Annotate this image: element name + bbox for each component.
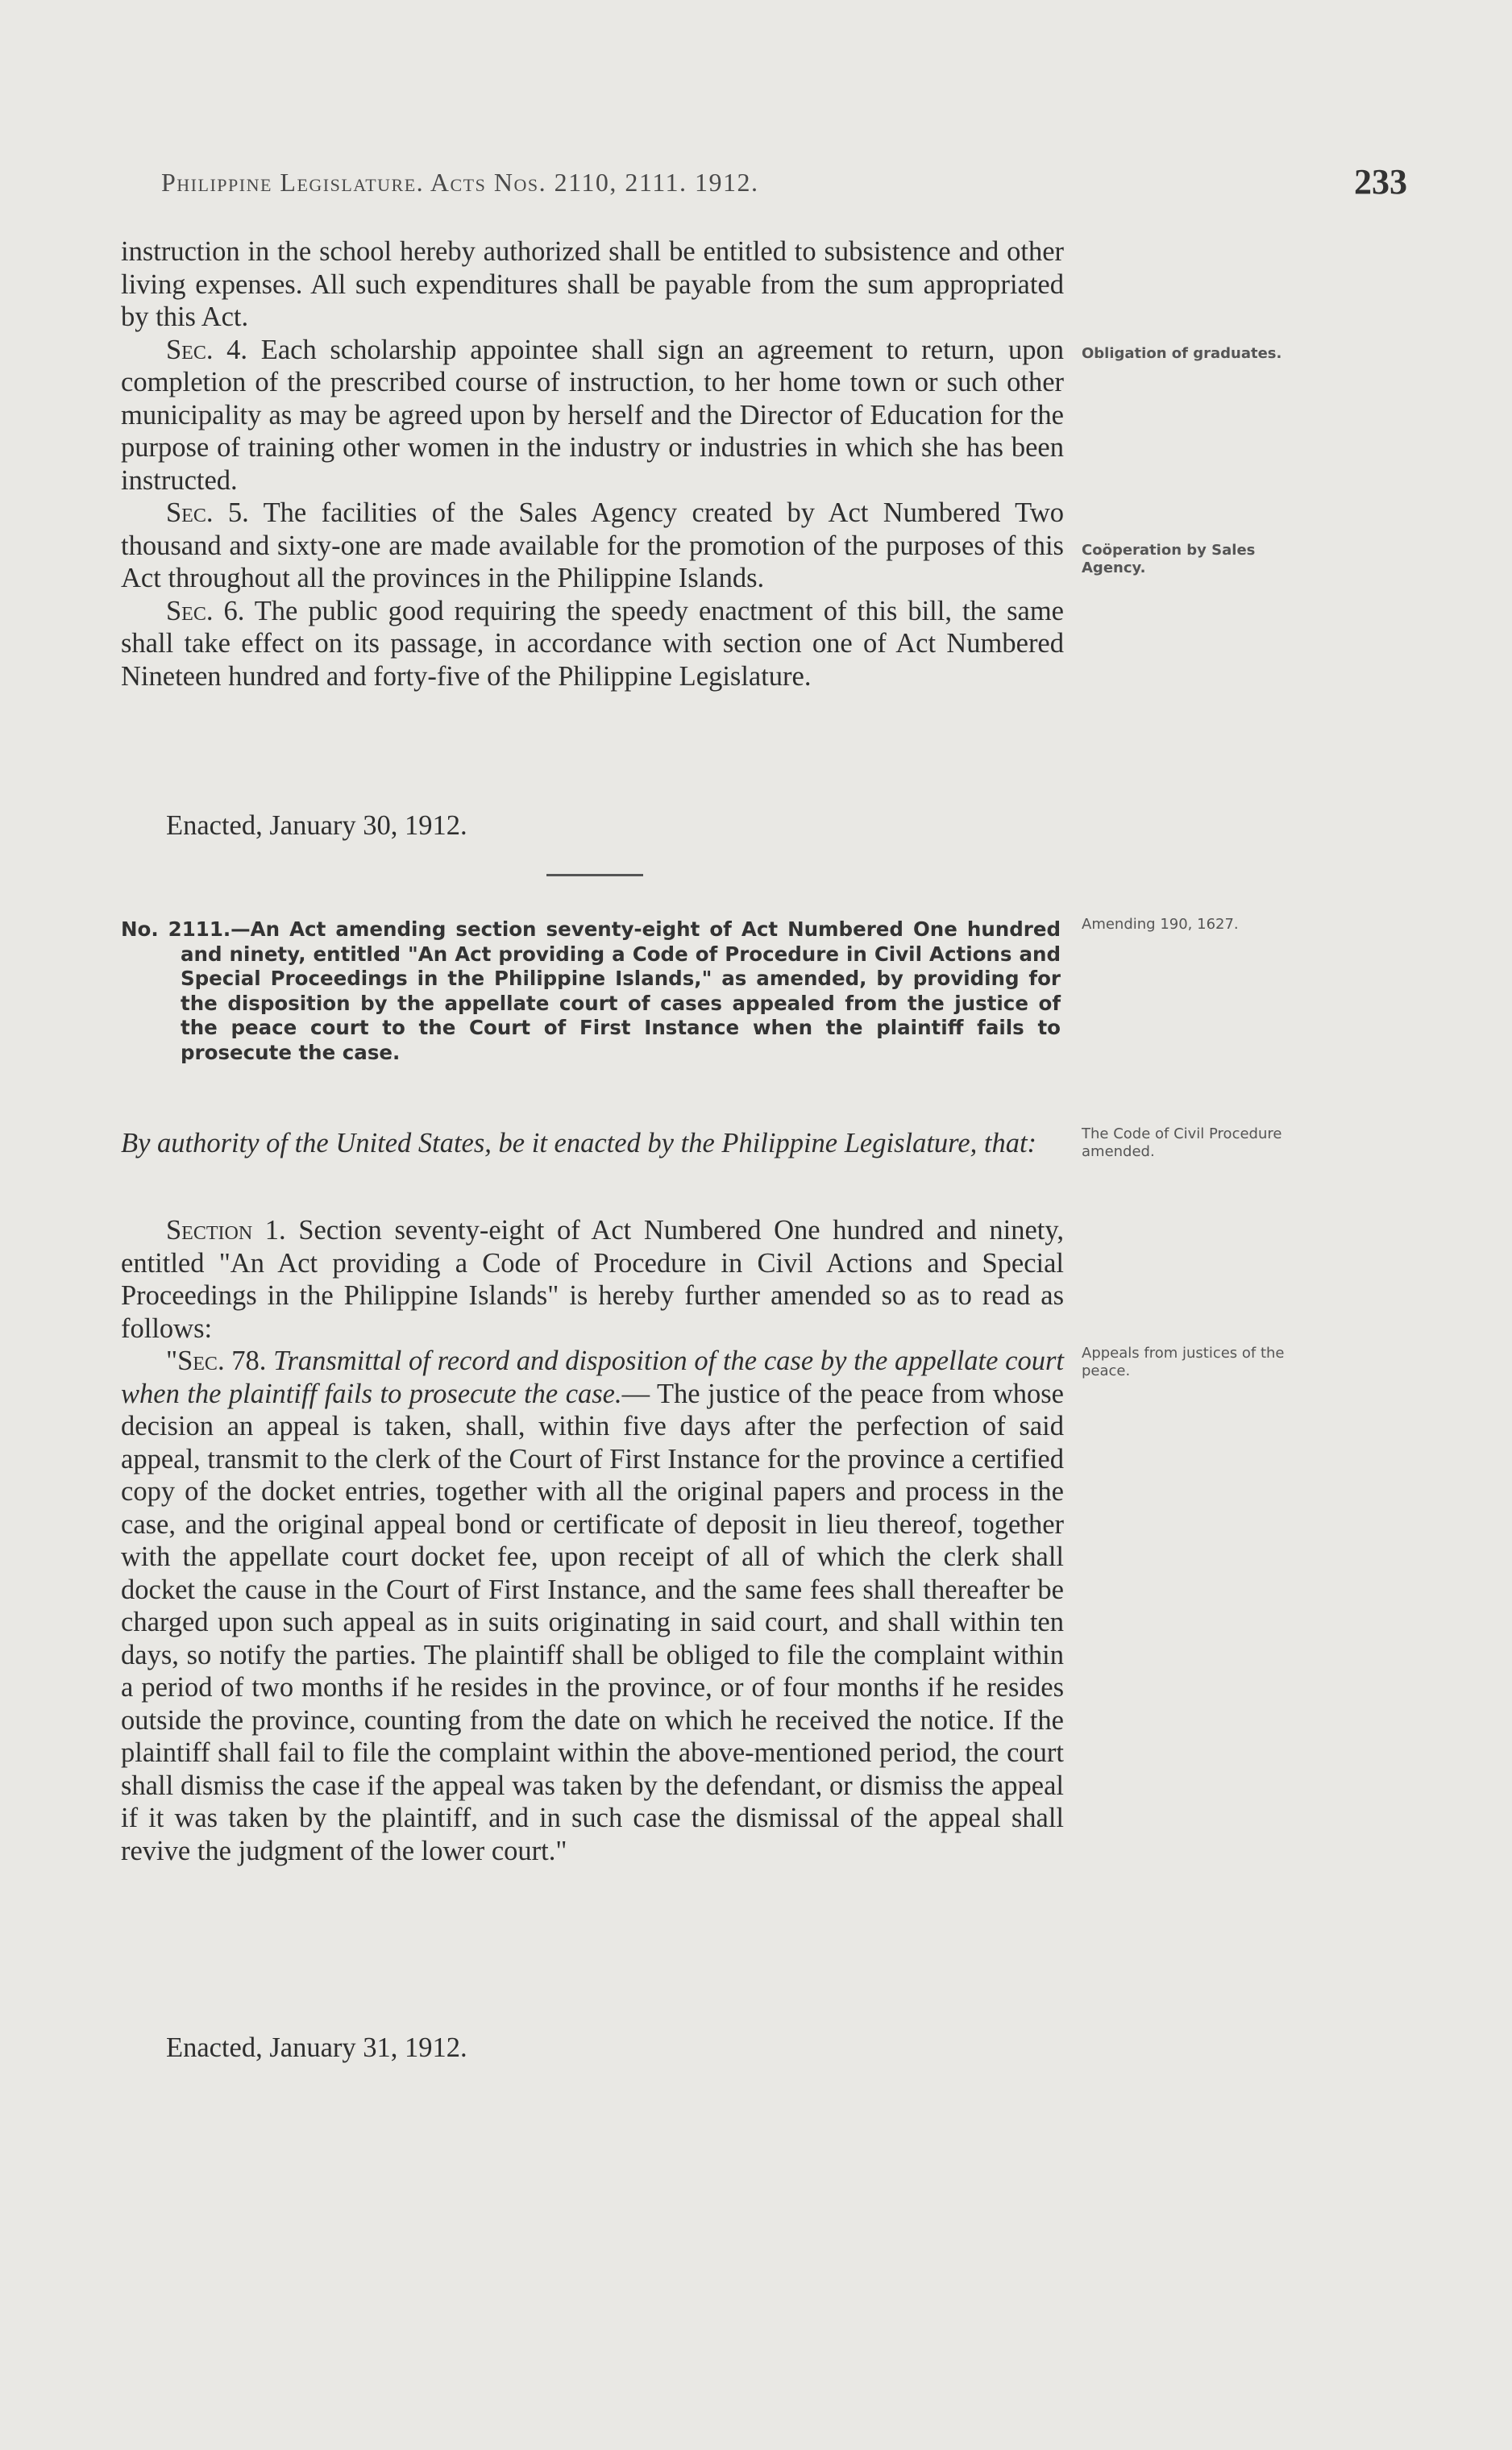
running-header: Philippine Legislature. Acts Nos. 2110, 2111. 1912. (161, 168, 759, 197)
section-78-label: "Sec. 78. (166, 1346, 267, 1376)
section-5-label: Sec. 5. (166, 497, 249, 528)
enacted-2110: Enacted, January 30, 1912. (166, 810, 467, 841)
section-divider (546, 874, 643, 876)
enacted-2110-block (121, 809, 1064, 842)
act-2110-continuation (121, 235, 1064, 693)
margin-note-obligation: Obligation of graduates. (1082, 345, 1282, 362)
section-5-text: The facilities of the Sales Agency created by Act Numbered Two thousand and sixty-one are made available for the promotion of the purposes of this Act throughout all the provinces in the Philippine Islands. (121, 497, 1064, 593)
continuation-paragraph: instruction in the school hereby authorized shall be entitled to subsistence and other living expenses. All such expenditures shall be payable from the sum appropriated by this Act. (121, 236, 1064, 332)
enacting-clause: By authority of the United States, be it enacted by the Philippine Legislature, that: (121, 1128, 1037, 1158)
margin-note-cooperation: Coöperation by Sales Agency. (1082, 542, 1256, 576)
section-78 (121, 1345, 1064, 1867)
act-2111-title: No. 2111.—An Act amending section seventy-eight of Act Numbered One hundred and ninety, entitled "An Act providing a Code of Procedure in Civil Actions and Special Proceedings in the Philippine Islands," as amended, by providing for the disposition by the appellate court of cases appealed from the justice of the peace court to the Court of First Instance when the plaintiff fails to prosecute the case. (121, 917, 1061, 1064)
section-6 (121, 595, 1064, 693)
section-1-label: Section 1. (166, 1215, 286, 1246)
margin-note-amending: Amending 190, 1627. (1082, 916, 1239, 933)
act-2111-body (121, 1214, 1064, 1867)
enacted-2111-block (121, 2032, 1064, 2064)
margin-note-appeals: Appeals from justices of the peace. (1082, 1345, 1285, 1379)
section-6-label: Sec. 6. (166, 595, 245, 626)
page-number: 233 (1354, 162, 1407, 202)
enacted-2111: Enacted, January 31, 1912. (166, 2032, 467, 2063)
section-5 (121, 497, 1064, 595)
section-6-text: The public good requiring the speedy enactment of this bill, the same shall take effect on its passage, in accordance with section one of Act Numbered Nineteen hundred and forty-five of the Philippine Legislature. (121, 595, 1064, 692)
section-4 (121, 334, 1064, 497)
section-78-heading: Transmittal of record and disposition of the case by the appellate court when the plaintiff fails to prosecute the case. (121, 1346, 1064, 1409)
act-2111-title-block (121, 917, 1061, 1065)
section-78-text: — The justice of the peace from whose decision an appeal is taken, shall, within five days after the perfection of said appeal, transmit to the clerk of the Court of First Instance for the province a certified copy of the docket entries, together with all the original papers and process in the case, and the original appeal bond or certificate of deposit in lieu thereof, together with the appellate court docket fee, upon receipt of all of which the clerk shall docket the cause in the Court of First Instance, and the same fees shall thereafter be charged upon such appeal as in suits originating in said court, and shall within ten days, so notify the parties. The plaintiff shall be obliged to file the complaint within a period of two months if he resides in the province, or of four months if he resides outside the province, counting from the date on which he received the notice. If the plaintiff shall fail to file the complaint within the above-mentioned period, the court shall dismiss the case if the appeal was taken by the defendant, or dismiss the appeal if it was taken by the plaintiff, and in such case the dismissal of the appeal shall revive the judgment of the lower court." (121, 1378, 1064, 1866)
section-4-text: Each scholarship appointee shall sign an agreement to return, upon completion of the prescribed course of instruction, to her home town or such other municipality as may be agreed upon by herself and the Director of Education for the purpose of training other women in the industry or industries in which she has been instructed. (121, 334, 1064, 496)
section-4-label: Sec. 4. (166, 334, 248, 365)
section-1 (121, 1214, 1064, 1345)
margin-note-code-amended: The Code of Civil Procedure amended. (1082, 1125, 1282, 1160)
section-1-text: Section seventy-eight of Act Numbered One hundred and ninety, entitled "An Act providing a Code of Procedure in Civil Actions and Special Proceedings in the Philippine Islands" is hereby further amended so as to read as follows: (121, 1215, 1064, 1344)
enacting-clause-block (121, 1127, 1064, 1159)
